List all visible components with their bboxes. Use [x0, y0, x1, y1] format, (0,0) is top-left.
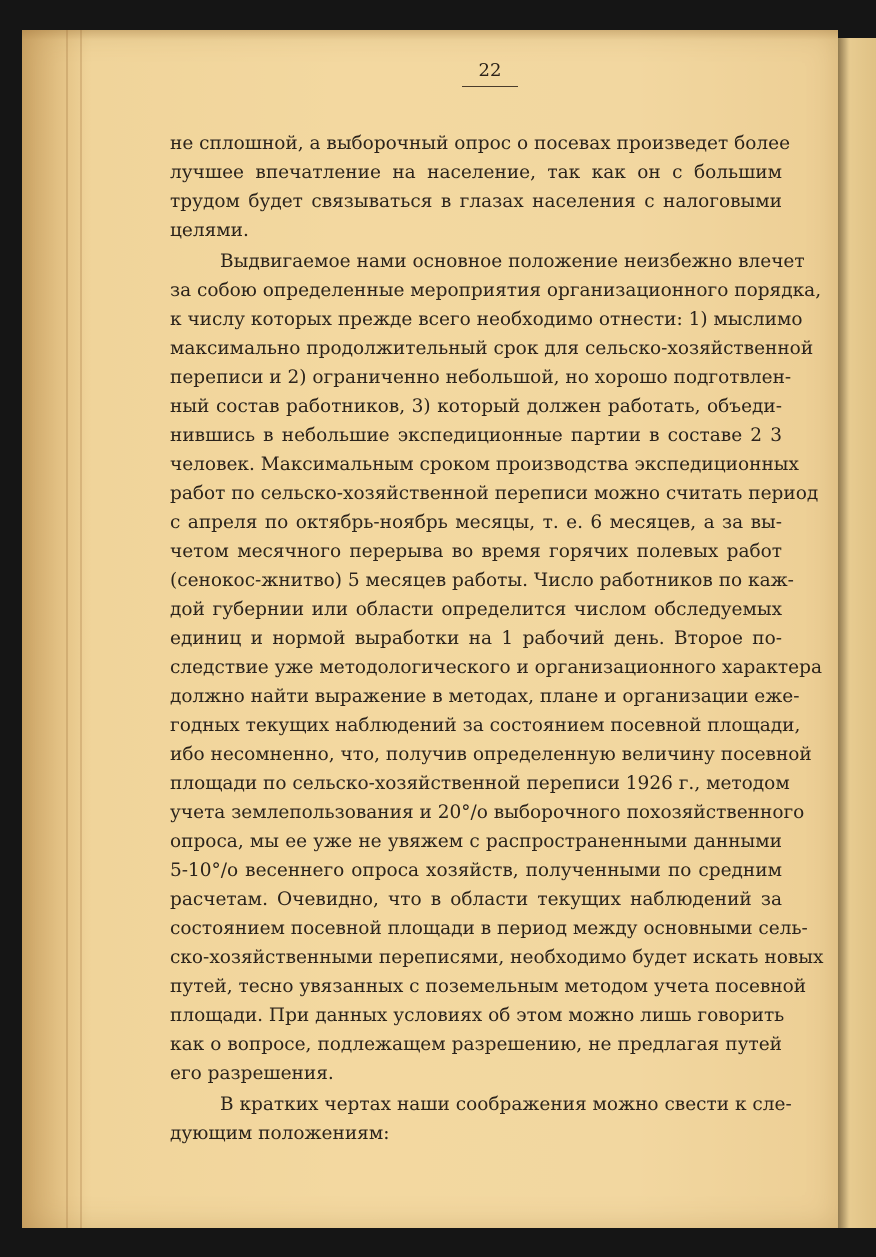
text-line: не сплошной, а выборочный опрос о посевах произведет более [170, 133, 791, 154]
text-line: площади. При данных условиях об этом можно лишь говорить [170, 1005, 785, 1026]
text-line: четом месячного перерыва во время горячих полевых работ [170, 541, 782, 562]
text-line: ско-хозяйственными переписями, необходимо будет искать новых [170, 947, 824, 968]
text-line: трудом будет связываться в глазах населения с налоговыми [170, 191, 782, 212]
adjacent-page-shadow [836, 38, 850, 1228]
text-line: целями. [170, 220, 249, 241]
text-line: лучшее впечатление на население, так как он с большим [170, 162, 782, 183]
text-line: годных текущих наблюдений за состоянием посевной площади, [170, 715, 801, 736]
text-line: работ по сельско-хозяйственной переписи можно считать период [170, 483, 819, 504]
text-line: следствие уже методологического и организационного характера [170, 657, 822, 678]
text-line: человек. Максимальным сроком производства экспедиционных [170, 454, 799, 475]
paragraph-first-line: Выдвигаемое нами основное положение неизбежно влечет [220, 251, 805, 272]
text-line: ный состав работников, 3) который должен работать, объеди- [170, 396, 782, 417]
page-top-edge [22, 30, 838, 40]
text-line: за собою определенные мероприятия организационного порядка, [170, 280, 822, 301]
text-line: с апреля по октябрь-ноябрь месяцы, т. е. 6 месяцев, а за вы- [170, 512, 782, 533]
text-line: площади по сельско-хозяйственной переписи 1926 г., методом [170, 773, 790, 794]
text-line: нившись в небольшие экспедиционные партии в составе 2 3 [170, 425, 782, 446]
page-fold-line [66, 30, 68, 1228]
text-line: дующим положениям: [170, 1123, 390, 1144]
paragraph-first-line: В кратких чертах наши соображения можно свести к сле- [220, 1094, 792, 1115]
text-line: состоянием посевной площади в период между основными сель- [170, 918, 808, 939]
text-line: учета землепользования и 20°/о выборочного похозяйственного [170, 802, 805, 823]
text-line: дой губернии или области определится числом обследуемых [170, 599, 782, 620]
text-line: переписи и 2) ограниченно небольшой, но хорошо подготвлен- [170, 367, 792, 388]
text-line: должно найти выражение в методах, плане и организации еже- [170, 686, 800, 707]
text-line: максимально продолжительный срок для сельско-хозяйственной [170, 338, 814, 359]
text-line: опроса, мы ее уже не увяжем с распространенными данными [170, 831, 782, 852]
text-line: как о вопросе, подлежащем разрешению, не предлагая путей [170, 1034, 782, 1055]
text-line: путей, тесно увязанных с поземельным методом учета посевной [170, 976, 807, 997]
page-number-rule [462, 86, 518, 87]
page-number: 22 [478, 60, 502, 81]
text-line: единиц и нормой выработки на 1 рабочий день. Второе по- [170, 628, 782, 649]
text-line: расчетам. Очевидно, что в области текущих наблюдений за [170, 889, 782, 910]
text-line: (сенокос-жнитво) 5 месяцев работы. Число работников по каж- [170, 570, 794, 591]
text-line: к числу которых прежде всего необходимо отнести: 1) мыслимо [170, 309, 803, 330]
text-line: ибо несомненно, что, получив определенную величину посевной [170, 744, 812, 765]
text-line: 5-10°/о весеннего опроса хозяйств, полученными по средним [170, 860, 782, 881]
page-fold-line [80, 30, 82, 1228]
text-line: его разрешения. [170, 1063, 334, 1084]
